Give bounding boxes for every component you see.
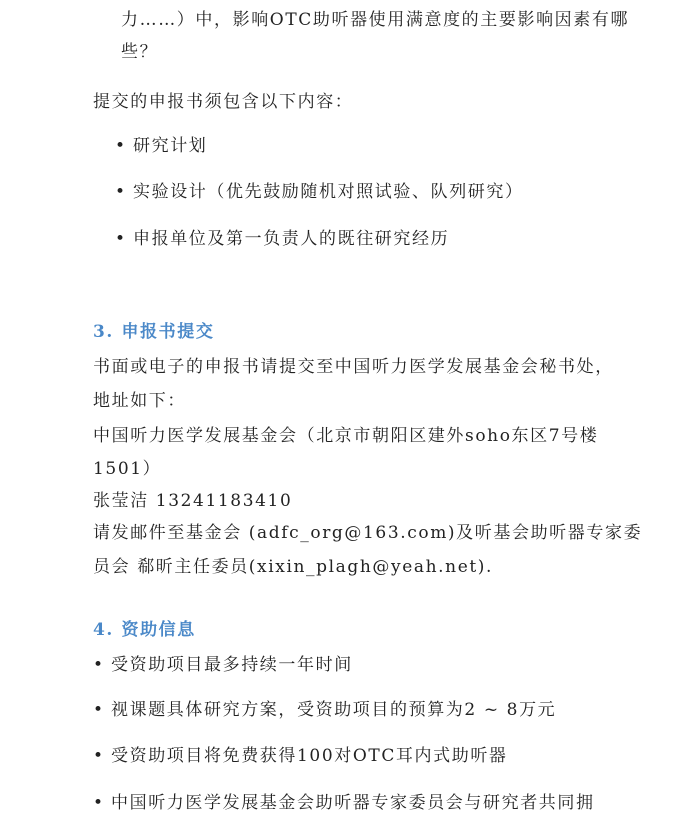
section-4-heading: 4. 资助信息 bbox=[93, 620, 196, 640]
intro-line-2: 些？ bbox=[121, 42, 159, 62]
intro-line-1: 力……）中，影响OTC助听器使用满意度的主要影响因素有哪 bbox=[121, 10, 630, 30]
section-3-line: 中国听力医学发展基金会（北京市朝阳区建外soho东区7号楼 bbox=[93, 426, 599, 446]
funding-item-text: 受资助项目将免费获得100对OTC耳内式助听器 bbox=[111, 746, 508, 766]
funding-item bbox=[93, 791, 595, 815]
bullet-icon: • bbox=[93, 793, 105, 813]
funding-item bbox=[93, 698, 556, 722]
section-3-email-line: 员会 郗昕主任委员(xixin_plagh@yeah.net). bbox=[93, 557, 494, 577]
funding-item-text: 视课题具体研究方案，受资助项目的预算为2 ~ 8万元 bbox=[111, 700, 557, 720]
section-3-email-line: 请发邮件至基金会 (adfc_org@163.com)及听基会助听器专家委 bbox=[93, 523, 643, 543]
bullet-icon: • bbox=[93, 700, 105, 720]
bullet-icon: • bbox=[93, 655, 105, 675]
requirement-item-text: 申报单位及第一负责人的既往研究经历 bbox=[133, 229, 450, 249]
bullet-icon: • bbox=[115, 182, 127, 202]
section-3-line: 1501） bbox=[93, 459, 162, 479]
section-3-contact: 张莹洁 13241183410 bbox=[93, 491, 293, 511]
requirement-item bbox=[115, 227, 449, 251]
requirement-item bbox=[115, 180, 524, 204]
section-3-line: 书面或电子的申报书请提交至中国听力医学发展基金会秘书处， bbox=[93, 357, 614, 377]
section-3-heading: 3. 申报书提交 bbox=[93, 322, 215, 342]
bullet-icon: • bbox=[115, 229, 127, 249]
funding-item bbox=[93, 653, 353, 677]
bullet-icon: • bbox=[93, 746, 105, 766]
funding-item-text: 受资助项目最多持续一年时间 bbox=[111, 655, 353, 675]
funding-item-text: 中国听力医学发展基金会助听器专家委员会与研究者共同拥 bbox=[111, 793, 595, 813]
section-3-line: 地址如下： bbox=[93, 391, 186, 411]
funding-item bbox=[93, 744, 508, 768]
requirement-item-text: 实验设计（优先鼓励随机对照试验、队列研究） bbox=[133, 182, 524, 202]
requirement-item-text: 研究计划 bbox=[133, 136, 208, 156]
bullet-icon: • bbox=[115, 136, 127, 156]
requirements-title: 提交的申报书须包含以下内容： bbox=[93, 92, 354, 112]
requirement-item bbox=[115, 134, 207, 158]
